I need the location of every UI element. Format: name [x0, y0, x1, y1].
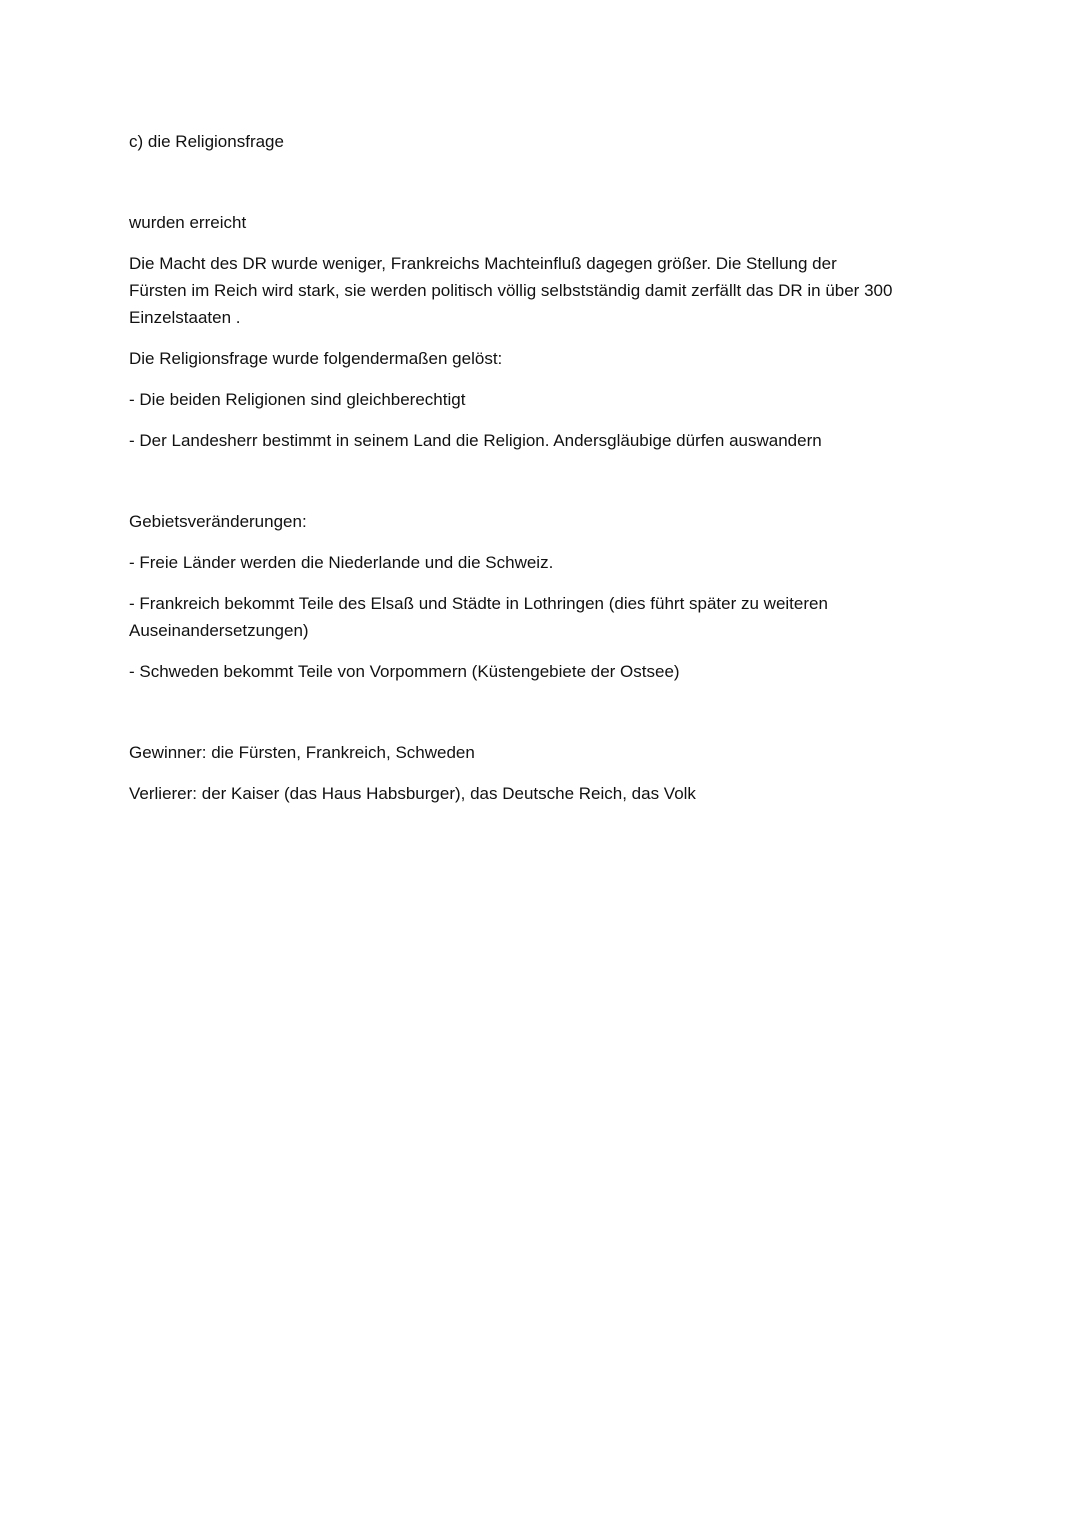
paragraph-line: Die Macht des DR wurde weniger, Frankreichs Machteinfluß dagegen größer. Die Stellung der: [129, 254, 837, 273]
losers-line: Verlierer: der Kaiser (das Haus Habsburger), das Deutsche Reich, das Volk: [129, 784, 696, 803]
religion-point: - Der Landesherr bestimmt in seinem Land die Religion. Andersgläubige dürfen auswandern: [129, 431, 822, 450]
winners-line: Gewinner: die Fürsten, Frankreich, Schweden: [129, 743, 475, 762]
spacer: [129, 576, 969, 590]
spacer: [129, 155, 969, 209]
territory-point: [129, 590, 969, 644]
territory-line: - Frankreich bekommt Teile des Elsaß und Städte in Lothringen (dies führt später zu weiteren: [129, 594, 828, 613]
spacer: [129, 413, 969, 427]
religion-point: - Die beiden Religionen sind gleichberechtigt: [129, 390, 466, 409]
paragraph-macht: [129, 250, 969, 331]
territory-title: Gebietsveränderungen:: [129, 512, 307, 531]
spacer: [129, 766, 969, 780]
territory-point: - Schweden bekommt Teile von Vorpommern (Küstengebiete der Ostsee): [129, 662, 680, 681]
religion-intro: Die Religionsfrage wurde folgendermaßen gelöst:: [129, 349, 503, 368]
territory-point: - Freie Länder werden die Niederlande und die Schweiz.: [129, 553, 554, 572]
section-title-erreicht: wurden erreicht: [129, 213, 247, 232]
heading-religionsfrage: c) die Religionsfrage: [129, 132, 284, 151]
territory-line: Auseinandersetzungen): [129, 621, 309, 640]
spacer: [129, 372, 969, 386]
spacer: [129, 644, 969, 658]
document-body: [129, 128, 969, 807]
spacer: [129, 685, 969, 739]
spacer: [129, 331, 969, 345]
spacer: [129, 535, 969, 549]
paragraph-line: Fürsten im Reich wird stark, sie werden politisch völlig selbstständig damit zerfällt das DR in über 300: [129, 281, 893, 300]
paragraph-line: Einzelstaaten .: [129, 308, 241, 327]
spacer: [129, 454, 969, 508]
spacer: [129, 236, 969, 250]
